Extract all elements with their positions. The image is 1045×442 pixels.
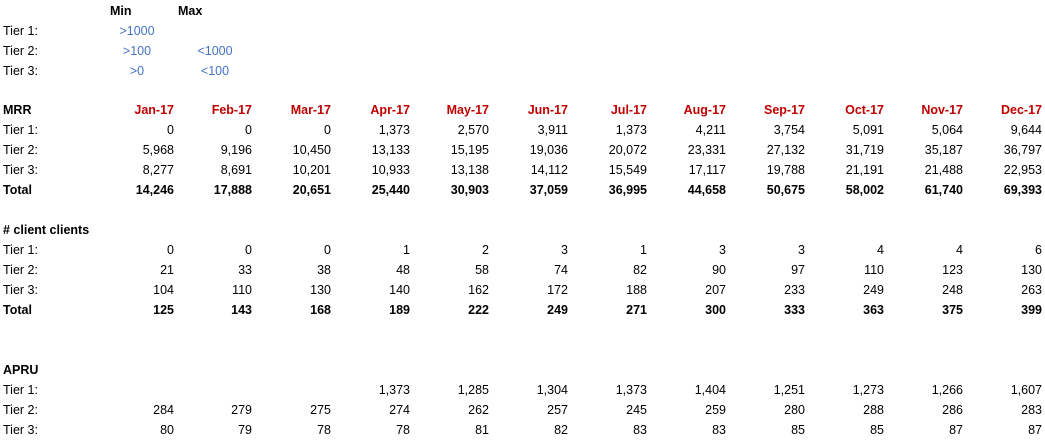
- table-row: [0, 260, 1045, 280]
- table-cell: 21: [160, 263, 174, 277]
- table-row: [0, 240, 1045, 260]
- row-label: Tier 3:: [3, 423, 38, 437]
- table-cell: 58,002: [845, 183, 884, 197]
- table-cell: 22,953: [1003, 163, 1042, 177]
- table-cell: 0: [324, 243, 331, 257]
- table-cell: 188: [626, 283, 647, 297]
- tier-max: [185, 21, 245, 41]
- table-cell: 1,373: [378, 123, 410, 137]
- table-cell: 25,440: [371, 183, 410, 197]
- table-cell: 44,658: [687, 183, 726, 197]
- month-header: Nov-17: [921, 103, 963, 117]
- table-cell: 81: [475, 423, 489, 437]
- tier-def-row: [0, 61, 1045, 81]
- tier-min: >0: [129, 64, 145, 78]
- table-cell: 3,754: [773, 123, 805, 137]
- table-cell: 83: [712, 423, 726, 437]
- total-row: [0, 180, 1045, 200]
- table-cell: 1,266: [931, 383, 963, 397]
- table-cell: 21,488: [924, 163, 963, 177]
- table-cell: 85: [870, 423, 884, 437]
- table-cell: 248: [942, 283, 963, 297]
- row-label: Tier 2:: [3, 403, 38, 417]
- row-label: Tier 1:: [3, 383, 38, 397]
- table-cell: 19,788: [766, 163, 805, 177]
- table-cell: 36,995: [608, 183, 647, 197]
- table-row: [0, 380, 1045, 400]
- table-cell: 286: [942, 403, 963, 417]
- row-label: Tier 3:: [3, 64, 38, 78]
- table-cell: 13,138: [450, 163, 489, 177]
- table-cell: 140: [389, 283, 410, 297]
- table-cell: 50,675: [766, 183, 805, 197]
- table-cell: 38: [317, 263, 331, 277]
- table-cell: 78: [317, 423, 331, 437]
- table-cell: 168: [310, 303, 331, 317]
- table-cell: 363: [863, 303, 884, 317]
- table-cell: 8,277: [142, 163, 174, 177]
- table-cell: 249: [863, 283, 884, 297]
- table-cell: 3: [798, 243, 805, 257]
- table-row: [0, 160, 1045, 180]
- max-header: Max: [178, 4, 203, 18]
- month-header: Mar-17: [290, 103, 331, 117]
- row-label: Total: [3, 183, 32, 197]
- table-cell: 300: [705, 303, 726, 317]
- table-cell: 74: [554, 263, 568, 277]
- table-cell: 0: [245, 123, 252, 137]
- clients-header-row: [0, 220, 1045, 240]
- table-cell: 1,404: [694, 383, 726, 397]
- table-cell: 3: [719, 243, 726, 257]
- table-cell: 79: [238, 423, 252, 437]
- table-cell: [104, 380, 174, 400]
- table-cell: 284: [153, 403, 174, 417]
- table-cell: 69,393: [1003, 183, 1042, 197]
- table-cell: 4: [956, 243, 963, 257]
- table-cell: 375: [942, 303, 963, 317]
- mrr-title: MRR: [3, 103, 32, 117]
- table-cell: 3: [561, 243, 568, 257]
- table-cell: 0: [167, 243, 174, 257]
- table-cell: 222: [468, 303, 489, 317]
- table-cell: 31,719: [845, 143, 884, 157]
- table-cell: 17,117: [688, 163, 726, 177]
- table-cell: 82: [633, 263, 647, 277]
- table-cell: 1,607: [1010, 383, 1042, 397]
- table-cell: 9,644: [1010, 123, 1042, 137]
- row-label: Tier 1:: [3, 123, 38, 137]
- row-label: Tier 3:: [3, 163, 38, 177]
- table-cell: 14,246: [135, 183, 174, 197]
- table-cell: 87: [949, 423, 963, 437]
- table-cell: 87: [1028, 423, 1042, 437]
- table-cell: 6: [1035, 243, 1042, 257]
- table-cell: 249: [547, 303, 568, 317]
- table-cell: 1,273: [852, 383, 884, 397]
- table-cell: 30,903: [450, 183, 489, 197]
- min-header: Min: [110, 4, 132, 18]
- table-cell: 33: [238, 263, 252, 277]
- table-cell: 17,888: [213, 183, 252, 197]
- table-cell: 23,331: [687, 143, 726, 157]
- table-cell: 110: [232, 283, 252, 297]
- tier-def-row: [0, 41, 1045, 61]
- month-header: Apr-17: [370, 103, 410, 117]
- table-cell: 97: [791, 263, 805, 277]
- table-cell: 1,373: [615, 123, 647, 137]
- table-cell: 5,968: [142, 143, 174, 157]
- table-cell: 85: [791, 423, 805, 437]
- table-cell: 15,549: [608, 163, 647, 177]
- table-cell: 20,072: [608, 143, 647, 157]
- tier-min: >100: [122, 44, 152, 58]
- table-cell: 36,797: [1003, 143, 1042, 157]
- table-cell: 8,691: [220, 163, 252, 177]
- table-cell: 280: [784, 403, 805, 417]
- tier-max: <100: [200, 64, 230, 78]
- table-cell: 1: [640, 243, 647, 257]
- table-cell: 259: [705, 403, 726, 417]
- row-label: Tier 1:: [3, 243, 38, 257]
- table-cell: 275: [310, 403, 331, 417]
- month-header: Jun-17: [527, 103, 568, 117]
- table-cell: 162: [468, 283, 489, 297]
- apru-header-row: [0, 360, 1045, 380]
- table-cell: 207: [705, 283, 726, 297]
- table-cell: 1,373: [378, 383, 410, 397]
- table-cell: 271: [626, 303, 647, 317]
- table-cell: 279: [231, 403, 252, 417]
- total-row: [0, 300, 1045, 320]
- tier-header-row: [0, 1, 1045, 21]
- table-cell: 110: [864, 263, 884, 277]
- table-cell: 0: [167, 123, 174, 137]
- table-cell: 15,195: [450, 143, 489, 157]
- table-cell: 333: [784, 303, 805, 317]
- clients-title: # client clients: [3, 223, 90, 237]
- table-cell: 1,251: [773, 383, 805, 397]
- table-cell: 13,133: [371, 143, 410, 157]
- table-cell: 399: [1021, 303, 1042, 317]
- table-cell: 263: [1021, 283, 1042, 297]
- month-header: May-17: [446, 103, 489, 117]
- table-cell: [261, 380, 331, 400]
- row-label: Tier 2:: [3, 44, 38, 58]
- month-header: Jul-17: [610, 103, 647, 117]
- table-cell: 35,187: [924, 143, 963, 157]
- table-cell: 283: [1021, 403, 1042, 417]
- tier-def-row: [0, 21, 1045, 41]
- table-cell: 172: [547, 283, 568, 297]
- table-cell: 0: [245, 243, 252, 257]
- table-cell: 58: [475, 263, 489, 277]
- table-row: [0, 420, 1045, 440]
- table-cell: 189: [389, 303, 410, 317]
- table-cell: 10,201: [292, 163, 331, 177]
- month-header: Aug-17: [683, 103, 726, 117]
- table-cell: 143: [231, 303, 252, 317]
- table-row: [0, 120, 1045, 140]
- table-cell: 245: [626, 403, 647, 417]
- table-cell: 82: [554, 423, 568, 437]
- table-cell: 27,132: [766, 143, 805, 157]
- table-cell: 1,304: [536, 383, 568, 397]
- month-header: Oct-17: [845, 103, 884, 117]
- table-cell: 5,064: [931, 123, 963, 137]
- table-row: [0, 140, 1045, 160]
- table-row: [0, 400, 1045, 420]
- mrr-header-row: [0, 100, 1045, 120]
- table-cell: 1: [403, 243, 410, 257]
- table-cell: 288: [863, 403, 884, 417]
- row-label: Tier 1:: [3, 24, 38, 38]
- table-cell: 90: [712, 263, 726, 277]
- row-label: Tier 2:: [3, 263, 38, 277]
- tier-max: <1000: [197, 44, 233, 58]
- month-header: Jan-17: [134, 103, 174, 117]
- table-cell: 104: [153, 283, 174, 297]
- table-cell: 37,059: [529, 183, 568, 197]
- table-cell: 2,570: [457, 123, 489, 137]
- table-cell: 130: [1021, 263, 1042, 277]
- table-cell: 21,191: [845, 163, 884, 177]
- tier-min: >1000: [119, 24, 155, 38]
- table-cell: [182, 380, 252, 400]
- table-cell: 14,112: [530, 163, 568, 177]
- table-cell: 80: [160, 423, 174, 437]
- table-cell: 257: [547, 403, 568, 417]
- table-cell: 61,740: [924, 183, 963, 197]
- table-cell: 123: [942, 263, 963, 277]
- table-cell: 274: [389, 403, 410, 417]
- table-cell: 78: [396, 423, 410, 437]
- table-cell: 20,651: [292, 183, 331, 197]
- table-cell: 262: [468, 403, 489, 417]
- table-cell: 5,091: [852, 123, 884, 137]
- table-cell: 233: [784, 283, 805, 297]
- table-cell: 10,450: [292, 143, 331, 157]
- row-label: Tier 3:: [3, 283, 38, 297]
- table-cell: 4: [877, 243, 884, 257]
- table-cell: 83: [633, 423, 647, 437]
- table-cell: 125: [153, 303, 174, 317]
- row-label: Total: [3, 303, 32, 317]
- table-cell: 9,196: [220, 143, 252, 157]
- table-row: [0, 280, 1045, 300]
- table-cell: 3,911: [537, 123, 568, 137]
- table-cell: 19,036: [529, 143, 568, 157]
- month-header: Dec-17: [1001, 103, 1042, 117]
- month-header: Sep-17: [764, 103, 805, 117]
- table-cell: 4,211: [695, 123, 726, 137]
- table-cell: 2: [482, 243, 489, 257]
- table-cell: 48: [396, 263, 410, 277]
- apru-title: APRU: [3, 363, 39, 377]
- row-label: Tier 2:: [3, 143, 38, 157]
- table-cell: 130: [310, 283, 331, 297]
- table-cell: 0: [324, 123, 331, 137]
- table-cell: 10,933: [371, 163, 410, 177]
- month-header: Feb-17: [211, 103, 252, 117]
- table-cell: 1,373: [615, 383, 647, 397]
- table-cell: 1,285: [457, 383, 489, 397]
